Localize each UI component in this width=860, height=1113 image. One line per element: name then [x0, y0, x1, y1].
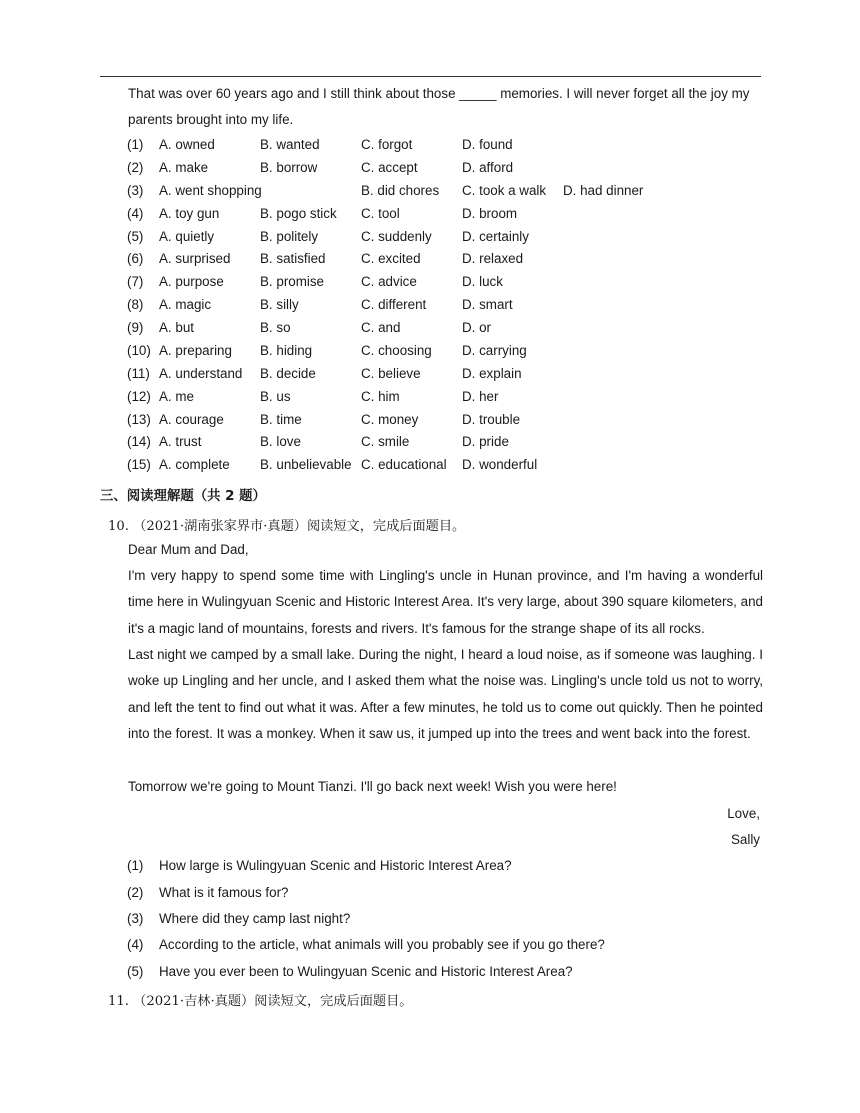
option-b: B. pogo stick	[260, 206, 337, 221]
option-a: A. me	[159, 389, 194, 404]
option-d: D. luck	[462, 274, 503, 289]
option-c: C. educational	[361, 457, 447, 472]
option-c: C. choosing	[361, 343, 432, 358]
option-d: D. certainly	[462, 229, 529, 244]
option-b: B. unbelievable	[260, 457, 352, 472]
option-a: A. trust	[159, 434, 202, 449]
option-d: D. carrying	[462, 343, 527, 358]
letter-greeting: Dear Mum and Dad,	[128, 542, 249, 557]
option-b: B. silly	[260, 297, 299, 312]
option-c: C. took a walk	[462, 183, 547, 198]
option-a: A. purpose	[159, 274, 224, 289]
sub-question-number: (5)	[127, 964, 144, 979]
option-row	[127, 251, 767, 273]
option-number: (15)	[127, 457, 151, 472]
option-number: (8)	[127, 297, 144, 312]
option-number: (1)	[127, 137, 144, 152]
option-number: (11)	[127, 366, 150, 381]
option-c: C. and	[361, 320, 401, 335]
option-c: C. believe	[361, 366, 421, 381]
option-d: D. pride	[462, 434, 509, 449]
sub-question-number: (3)	[127, 911, 144, 926]
option-a: A. toy gun	[159, 206, 220, 221]
option-a: A. quietly	[159, 229, 215, 244]
letter-signature: Sally	[730, 832, 760, 847]
question-10-header: 10. （2021·湖南张家界市·真题）阅读短文，完成后面题目。	[108, 519, 466, 534]
option-number: (12)	[127, 389, 151, 404]
sub-question-text: What is it famous for?	[159, 885, 289, 900]
option-number: (4)	[127, 206, 144, 221]
option-row	[127, 229, 767, 251]
cloze-ending-line-2: parents brought into my life.	[128, 112, 294, 127]
option-a: A. understand	[159, 366, 243, 381]
option-row	[127, 274, 767, 296]
option-b: B. love	[260, 434, 301, 449]
sub-question-text: According to the article, what animals will you probably see if you go there?	[159, 937, 605, 952]
option-d: D. afford	[462, 160, 514, 175]
option-c: C. forgot	[361, 137, 413, 152]
option-a: A. courage	[159, 412, 224, 427]
option-number: (6)	[127, 251, 144, 266]
option-row	[127, 160, 767, 182]
option-d: D. or	[462, 320, 492, 335]
option-c: C. tool	[361, 206, 400, 221]
option-a: A. went shopping	[159, 183, 262, 198]
option-c: C. smile	[361, 434, 410, 449]
option-b: B. time	[260, 412, 302, 427]
top-rule	[100, 76, 761, 77]
option-a: A. surprised	[159, 251, 231, 266]
option-c: C. excited	[361, 251, 421, 266]
option-a: A. owned	[159, 137, 215, 152]
cloze-ending-line-1: That was over 60 years ago and I still think about those _____ memories. I will never forget all the joy my	[128, 86, 750, 101]
option-d: D. broom	[462, 206, 518, 221]
option-d: D. relaxed	[462, 251, 524, 266]
option-d: D. trouble	[462, 412, 521, 427]
option-number: (3)	[127, 183, 144, 198]
option-d: D. explain	[462, 366, 522, 381]
option-b: B. hiding	[260, 343, 313, 358]
option-row	[127, 320, 767, 342]
option-number: (14)	[127, 434, 151, 449]
option-number: (2)	[127, 160, 144, 175]
sub-question-text: How large is Wulingyuan Scenic and Historic Interest Area?	[159, 858, 512, 873]
option-row	[127, 366, 767, 388]
option-d: D. smart	[462, 297, 513, 312]
option-row	[127, 183, 767, 205]
sub-question-text: Have you ever been to Wulingyuan Scenic and Historic Interest Area?	[159, 964, 573, 979]
option-number: (7)	[127, 274, 144, 289]
sub-question-number: (1)	[127, 858, 144, 873]
option-c: C. accept	[361, 160, 418, 175]
option-row	[127, 297, 767, 319]
letter-paragraph-1: I'm very happy to spend some time with Lingling's uncle in Hunan province, and I'm having a wonderful time here in Wulingyuan Scenic and Historic Interest Area. It's very large, about 390 square kilometers, and it's a magic land of mountains, forests and rivers. It's famous for the strange shape of its all rocks.	[128, 568, 763, 636]
option-a: A. preparing	[159, 343, 232, 358]
option-a: A. magic	[159, 297, 212, 312]
letter-paragraph-2: Last night we camped by a small lake. During the night, I heard a loud noise, as if someone was laughing. I woke up Lingling and her uncle, and I asked them what the noise was. Lingling's uncle told us not to worry, and left the tent to find out what it was. After a few minutes, he told us to come out quickly. Then he pointed into the forest. It was a monkey. When it saw us, it jumped up into the trees and went back into the forest.	[128, 647, 763, 741]
sub-question-text: Where did they camp last night?	[159, 911, 351, 926]
option-c: C. different	[361, 297, 427, 312]
section-title: 三、阅读理解题（共 2 题）	[100, 489, 266, 504]
option-b: B. satisfied	[260, 251, 326, 266]
option-a: A. but	[159, 320, 194, 335]
option-d: D. her	[462, 389, 499, 404]
letter-closing: Love,	[727, 806, 760, 821]
option-row	[127, 206, 767, 228]
option-number: (10)	[127, 343, 151, 358]
sub-question-number: (4)	[127, 937, 144, 952]
option-row	[127, 412, 767, 434]
option-b: B. did chores	[361, 183, 440, 198]
option-row	[127, 389, 767, 411]
option-d: D. wonderful	[462, 457, 538, 472]
option-b: B. so	[260, 320, 291, 335]
option-row	[127, 137, 767, 159]
option-row	[127, 457, 767, 479]
option-number: (9)	[127, 320, 144, 335]
option-row	[127, 343, 767, 365]
question-11-header: 11. （2021·吉林·真题）阅读短文，完成后面题目。	[108, 994, 413, 1009]
option-b: B. decide	[260, 366, 316, 381]
option-a: A. complete	[159, 457, 230, 472]
option-row	[127, 434, 767, 456]
option-c: C. him	[361, 389, 400, 404]
letter-paragraph-3: Tomorrow we're going to Mount Tianzi. I'll go back next week! Wish you were here!	[128, 779, 617, 794]
option-d: D. had dinner	[563, 183, 644, 198]
option-c: C. money	[361, 412, 419, 427]
option-number: (13)	[127, 412, 151, 427]
option-number: (5)	[127, 229, 144, 244]
option-c: C. advice	[361, 274, 417, 289]
option-b: B. promise	[260, 274, 324, 289]
option-b: B. wanted	[260, 137, 320, 152]
option-a: A. make	[159, 160, 209, 175]
option-c: C. suddenly	[361, 229, 432, 244]
sub-question-number: (2)	[127, 885, 144, 900]
option-b: B. borrow	[260, 160, 318, 175]
option-d: D. found	[462, 137, 513, 152]
option-b: B. us	[260, 389, 291, 404]
option-b: B. politely	[260, 229, 319, 244]
